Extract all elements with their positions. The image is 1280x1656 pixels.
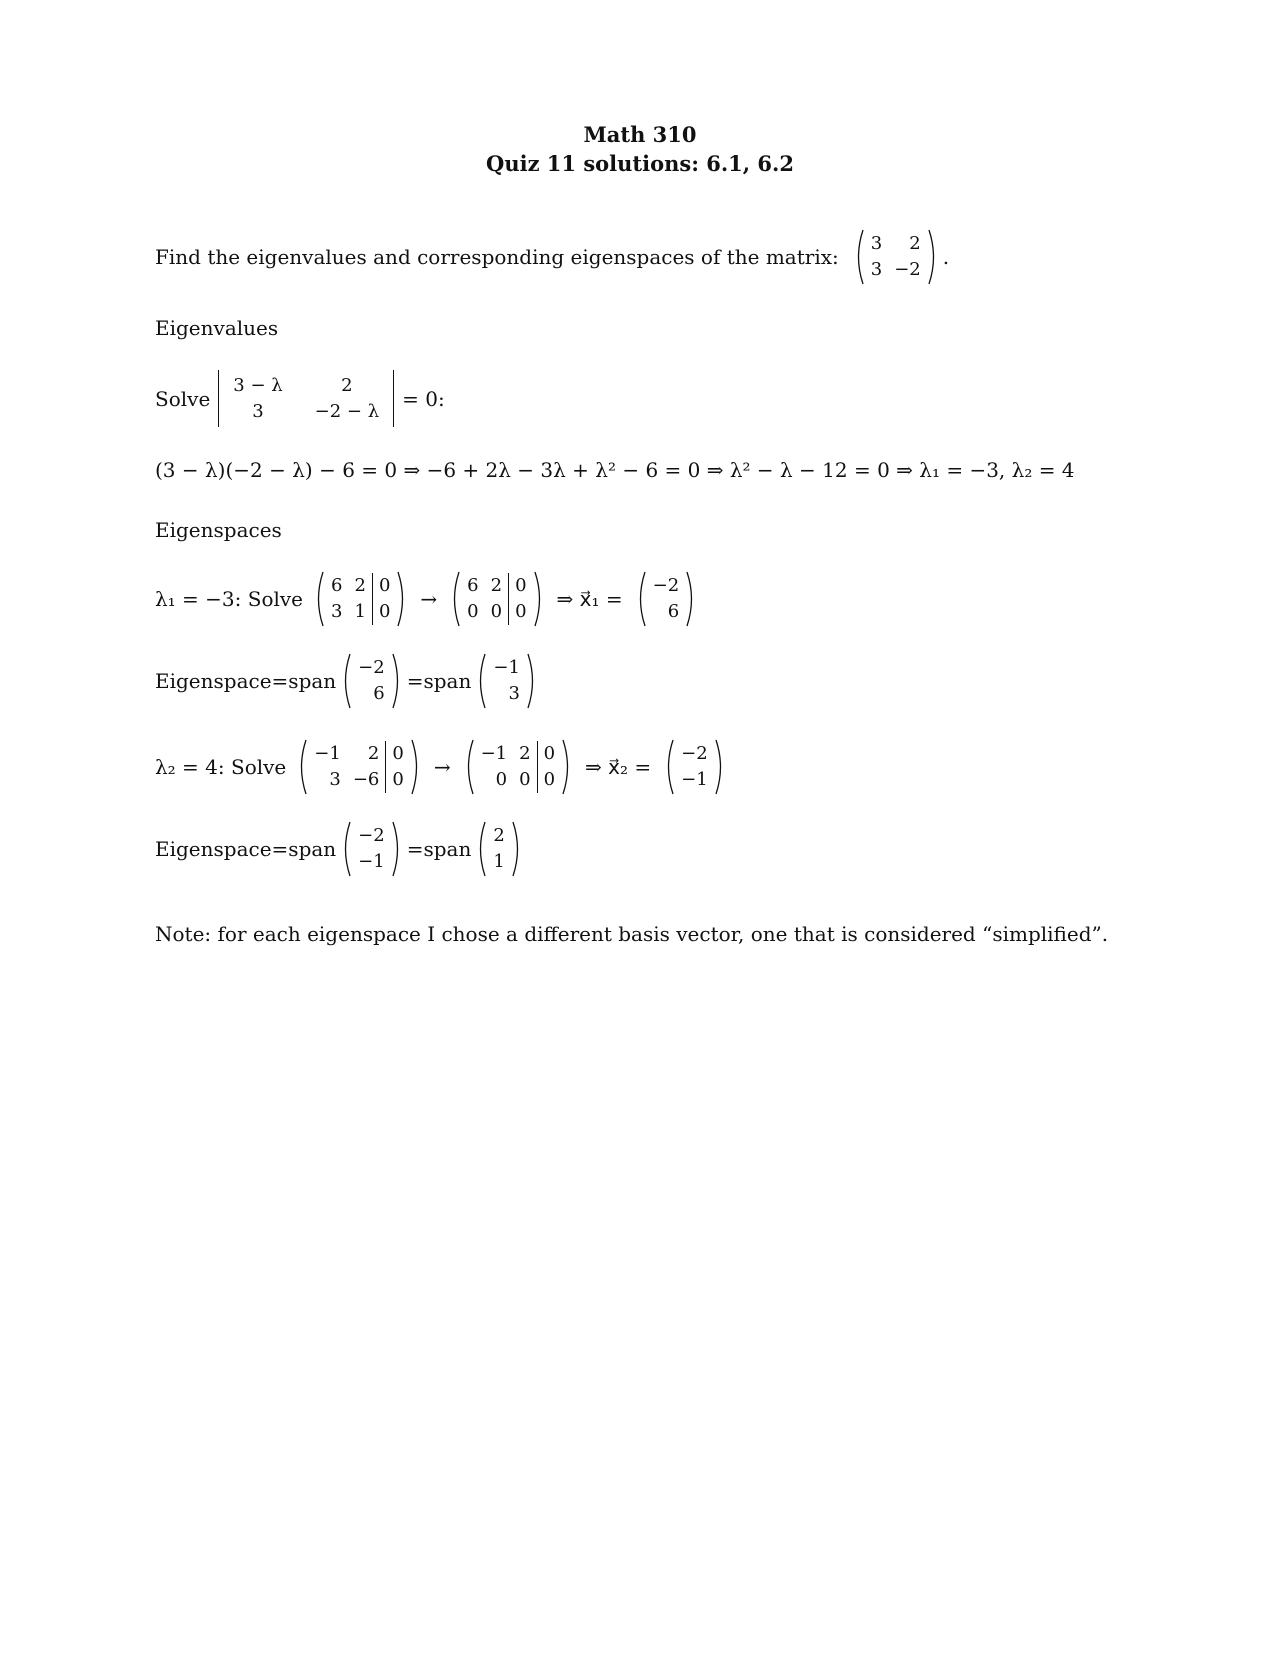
determinant (218, 370, 394, 427)
matrix-cell: 2 (354, 575, 366, 596)
left-paren (475, 820, 487, 878)
left-paren (853, 228, 865, 286)
lambda1-augmented-start (313, 570, 408, 628)
matrix-cell: 2 (490, 575, 503, 596)
vector-cell: −2 (358, 825, 385, 846)
left-paren (296, 738, 308, 796)
left-paren (313, 570, 325, 628)
note-row (155, 922, 1108, 946)
matrix-cell: 2 (519, 743, 531, 764)
matrix-cell: 0 (385, 767, 409, 793)
equals-span-label: =span (406, 837, 472, 861)
det-rhs: = 0: (402, 386, 445, 411)
implies-vector: ⇒ x⃗₂ = (585, 755, 652, 779)
problem-matrix (853, 228, 939, 286)
characteristic-equation: (3 − λ)(−2 − λ) − 6 = 0 ⇒ −6 + 2λ − 3λ + λ² − 6 = 0 ⇒ λ² − λ − 12 = 0 ⇒ λ₁ = −3, λ₂ = 4 (155, 458, 1075, 482)
det-cell: 2 (341, 375, 353, 396)
lambda1-span-vector (340, 652, 403, 710)
vector-cell: −2 (358, 657, 385, 678)
left-paren (663, 738, 675, 796)
equals-span-label: =span (406, 669, 472, 693)
matrix-cell: −6 (352, 769, 380, 790)
course-title: Math 310 (583, 122, 697, 147)
problem-statement (155, 228, 949, 286)
right-paren (561, 738, 573, 796)
eigenspace-span-label: Eigenspace=span (155, 837, 337, 861)
right-paren (511, 820, 523, 878)
right-paren (526, 652, 538, 710)
matrix-cell: 3 (329, 769, 341, 790)
characteristic-equation-row (155, 458, 1075, 482)
lambda2-simplified-vector (475, 820, 522, 878)
vector-cell: 6 (667, 601, 680, 622)
matrix-cell: 2 (909, 233, 921, 254)
matrix-cell: 3 (870, 259, 883, 280)
vector-cell: −1 (493, 657, 520, 678)
matrix-cell: −2 (894, 259, 921, 280)
lambda1-simplified-vector (475, 652, 538, 710)
matrix-cell: 6 (467, 575, 479, 596)
matrix-cell: −1 (480, 743, 508, 764)
lambda1-augmented-end (449, 570, 544, 628)
vector-cell: −2 (652, 575, 680, 596)
matrix-cell: 0 (519, 769, 531, 790)
matrix-cell: 0 (495, 769, 508, 790)
vector-cell: −1 (358, 851, 385, 872)
solve-label: Solve (155, 386, 211, 411)
right-paren (410, 738, 422, 796)
problem-prompt: Find the eigenvalues and corresponding eigenspaces of the matrix: (155, 245, 839, 269)
title-block (0, 120, 1280, 178)
matrix-cell: 3 (331, 601, 343, 622)
right-paren (391, 652, 403, 710)
left-paren (340, 820, 352, 878)
lambda2-eigenvector (663, 738, 726, 796)
eigenvalues-heading: Eigenvalues (155, 316, 279, 340)
det-cell: 3 (252, 401, 264, 422)
right-paren (714, 738, 726, 796)
lambda1-span-row (155, 652, 542, 710)
det-cell: 3 − λ (233, 375, 283, 396)
lambda1-label: λ₁ = −3: Solve (155, 587, 304, 611)
matrix-cell: 1 (354, 601, 366, 622)
matrix-cell: 0 (490, 601, 503, 622)
matrix-cell: 0 (508, 599, 532, 625)
matrix-cell: 0 (385, 741, 409, 767)
left-paren (340, 652, 352, 710)
matrix-cell: 0 (372, 599, 396, 625)
lambda1-solve-row (155, 570, 701, 628)
eigenvalues-heading-row (155, 316, 278, 340)
lambda2-span-row (155, 820, 527, 878)
right-paren (685, 570, 697, 628)
matrix-cell: 2 (367, 743, 380, 764)
lambda1-eigenvector (635, 570, 698, 628)
vector-cell: 6 (373, 683, 385, 704)
vector-cell: −1 (681, 769, 708, 790)
matrix-cell: 6 (331, 575, 343, 596)
determinant-row (155, 370, 445, 427)
right-paren (391, 820, 403, 878)
matrix-cell: −1 (314, 743, 341, 764)
eigenspaces-heading-row (155, 518, 282, 542)
vector-cell: 3 (508, 683, 520, 704)
lambda2-solve-row (155, 738, 730, 796)
left-paren (463, 738, 475, 796)
det-cell: −2 − λ (314, 401, 380, 422)
eigenspaces-heading: Eigenspaces (155, 518, 282, 542)
note-text: Note: for each eigenspace I chose a different basis vector, one that is considered “simplified”. (155, 922, 1109, 946)
matrix-cell: 0 (537, 741, 561, 767)
matrix-cell: 3 (870, 233, 883, 254)
matrix-cell: 0 (508, 573, 532, 599)
left-paren (449, 570, 461, 628)
row-reduce-arrow: → (420, 587, 438, 611)
matrix-cell: 0 (467, 601, 479, 622)
right-paren (533, 570, 545, 628)
left-paren (635, 570, 647, 628)
lambda2-label: λ₂ = 4: Solve (155, 755, 287, 779)
right-paren (396, 570, 408, 628)
lambda2-augmented-start (296, 738, 422, 796)
right-paren (927, 228, 939, 286)
vector-cell: 2 (493, 825, 505, 846)
matrix-cell: 0 (372, 573, 396, 599)
left-paren (475, 652, 487, 710)
quiz-subtitle: Quiz 11 solutions: 6.1, 6.2 (486, 151, 794, 176)
lambda2-augmented-end (463, 738, 573, 796)
vector-cell: −2 (681, 743, 708, 764)
implies-vector: ⇒ x⃗₁ = (556, 587, 623, 611)
vector-cell: 1 (493, 851, 505, 872)
problem-period: . (942, 245, 950, 269)
eigenspace-span-label: Eigenspace=span (155, 669, 337, 693)
row-reduce-arrow: → (433, 755, 451, 779)
lambda2-span-vector (340, 820, 403, 878)
matrix-cell: 0 (537, 767, 561, 793)
